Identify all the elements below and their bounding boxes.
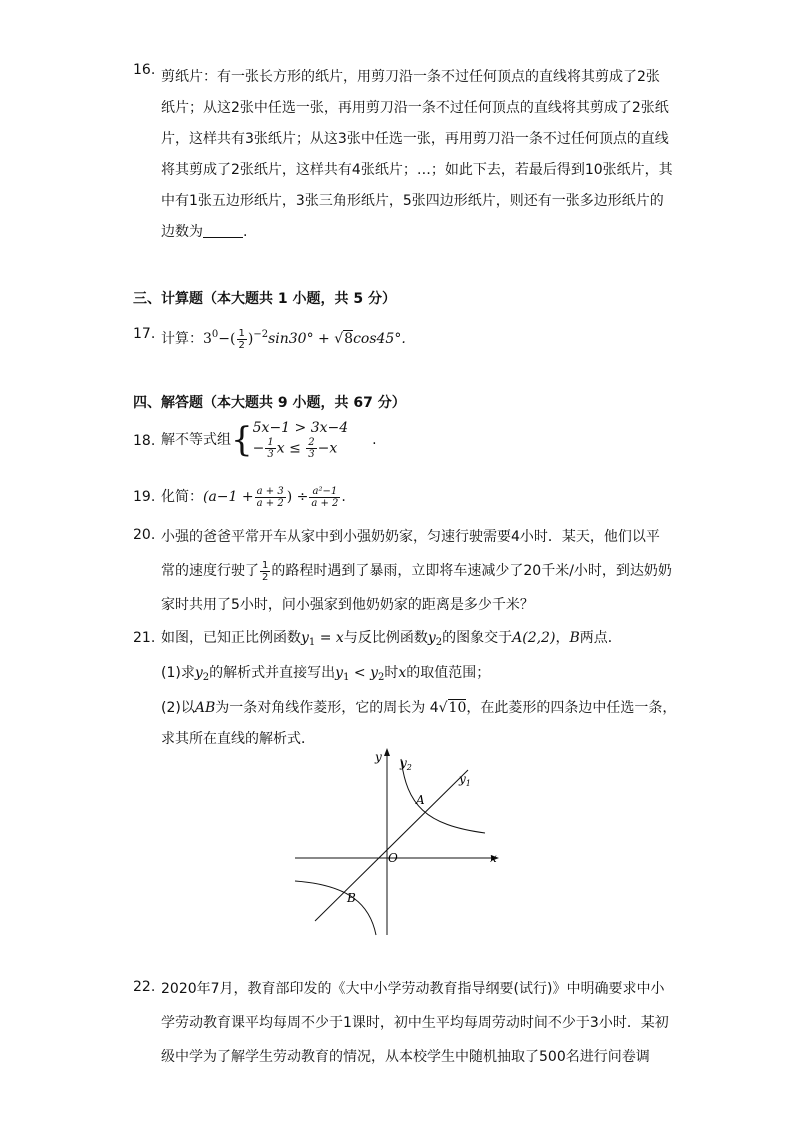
y2-label-subscript: 2 <box>406 763 412 772</box>
y-axis <box>384 748 390 935</box>
fraction <box>265 437 275 460</box>
question-text: 家时共用了5小时，问小强家到他奶奶家的距离是多少千米？ <box>161 597 534 613</box>
fraction <box>306 437 316 460</box>
line-y1 <box>315 770 468 921</box>
text-part: ，在此菱形的四条边中任选一条， <box>466 700 677 716</box>
numerator: 2 <box>308 437 315 448</box>
section-heading-4: 四、解答题（本大题共 9 小题，共 67 分） <box>133 395 406 411</box>
math-var: = x <box>315 630 344 646</box>
math-var: < y <box>349 665 378 681</box>
point-b-label: B <box>347 891 356 905</box>
question-text <box>161 217 673 248</box>
text-part: 与反比例函数 <box>343 630 428 646</box>
question-16 <box>133 62 673 248</box>
question-prefix: 解不等式组 <box>161 432 231 448</box>
period: . <box>243 224 248 240</box>
answer-blank[interactable] <box>203 223 243 238</box>
math-var: x <box>398 665 407 681</box>
question-text <box>161 658 673 693</box>
exponent: −2 <box>253 329 269 340</box>
question-number: 16. <box>133 62 156 78</box>
subscript: 2 <box>202 672 210 683</box>
denominator: 2 <box>262 571 269 583</box>
fraction <box>255 486 286 509</box>
question-number: 21. <box>133 630 156 646</box>
function-graph <box>290 745 505 940</box>
expr-part: −x <box>317 440 338 457</box>
question-number: 20. <box>133 527 156 543</box>
text-part: 的解析式并直接写出 <box>209 665 336 681</box>
question-20 <box>133 520 673 622</box>
denominator: 2 <box>238 339 245 351</box>
fraction <box>237 328 247 351</box>
math-var: y <box>194 665 203 681</box>
question-19 <box>133 482 673 513</box>
question-prefix: 计算： <box>161 331 203 347</box>
point-a-label: A <box>416 793 425 807</box>
inequality-2 <box>253 437 349 460</box>
text-part: (1)求 <box>161 665 195 681</box>
text-part: (2)以 <box>161 700 195 716</box>
denominator: 3 <box>308 449 315 460</box>
radicand: 10 <box>448 700 467 716</box>
exponent: 0 <box>211 329 219 340</box>
expr-part: −( <box>218 331 236 347</box>
question-21 <box>133 623 677 755</box>
denominator: a + 2 <box>311 497 339 509</box>
question-18 <box>133 420 673 460</box>
subscript: 1 <box>343 672 350 683</box>
hyperbola-branch-lower <box>295 881 376 935</box>
text-part: ， <box>555 630 570 646</box>
question-text: 将其剪成了2张纸片，这样共有4张纸片；…；如此下去，若最后得到10张纸片，其 <box>161 162 673 178</box>
question-text: 纸片；从这2张中任选一张，再用剪刀沿一条不过任何顶点的直线将其剪成了2张纸 <box>161 100 669 116</box>
expr-part: 3 <box>203 331 212 347</box>
question-22 <box>133 972 673 1074</box>
math-var: y <box>427 630 436 646</box>
inequality-1: 5x−1 > 3x−4 <box>252 420 349 436</box>
question-expression <box>161 319 673 355</box>
math-var: AB <box>194 700 216 716</box>
numerator: 1 <box>238 327 245 339</box>
question-text-tail: 边数为 <box>161 224 203 240</box>
subscript: 2 <box>435 637 443 648</box>
text-part: 的路程时遇到了暴雨，立即将车速减少了20千米/小时，到达奶奶 <box>271 563 672 579</box>
sqrt-sign: √ <box>438 700 448 716</box>
question-text: 学劳动教育课平均每周不少于1课时，初中生平均每周劳动时间不少于3小时．某初 <box>161 1015 669 1031</box>
x-axis-label: x <box>490 851 497 865</box>
numerator: 1 <box>262 559 269 571</box>
denominator: a + 2 <box>256 497 284 509</box>
denominator: 3 <box>267 449 274 460</box>
hyperbola-branch-upper <box>401 759 485 833</box>
text-part: 两点． <box>579 630 622 646</box>
text-part: 为一条对角线作菱形，它的周长为 4 <box>215 700 439 716</box>
y1-label-base: y <box>459 772 466 786</box>
period: . <box>372 432 377 448</box>
expr-part: (a−1 + <box>203 489 254 505</box>
question-prefix: 化简： <box>161 489 203 505</box>
question-expression <box>161 482 673 513</box>
math-var: y <box>301 630 309 646</box>
period: . <box>341 489 346 505</box>
subscript: 2 <box>377 672 385 683</box>
expr-part: sin30° + <box>268 331 335 347</box>
expr-part: x ≤ <box>276 440 306 457</box>
question-number: 17. <box>133 326 156 342</box>
question-text: 片，这样共有3张纸片；从这3张中任选一张，再用剪刀沿一条不过任何顶点的直线 <box>161 131 669 147</box>
question-text: 求其所在直线的解析式． <box>161 731 315 747</box>
numerator: 1 <box>267 437 274 448</box>
y2-label-base: y <box>400 756 407 770</box>
origin-label: O <box>388 851 398 865</box>
question-text: 2020年7月，教育部印发的《大中小学劳动教育指导纲要(试行)》中明确要求中小 <box>161 981 665 997</box>
question-text <box>161 554 673 588</box>
text-part: 时 <box>384 665 399 681</box>
question-text: 级中学为了解学生劳动教育的情况，从本校学生中随机抽取了500名进行问卷调 <box>161 1049 650 1065</box>
text-part: 的图象交于 <box>442 630 513 646</box>
numerator: a²−1 <box>309 486 340 498</box>
question-expression <box>161 420 673 460</box>
question-number: 19. <box>133 489 156 505</box>
question-text: 小强的爸爸平常开车从家中到小强奶奶家，匀速行驶需要4小时．某天，他们以平 <box>161 529 660 545</box>
system-brace: { <box>231 420 253 460</box>
radicand: 8 <box>344 331 354 347</box>
math-var: y <box>335 665 344 681</box>
y1-label <box>458 772 471 788</box>
question-number: 22. <box>133 979 156 995</box>
question-text: 剪纸片：有一张长方形的纸片，用剪刀沿一条不过任何顶点的直线将其剪成了2张 <box>161 69 660 85</box>
question-text: 中有1张五边形纸片，3张三角形纸片，5张四边形纸片，则还有一张多边形纸片的 <box>161 193 664 209</box>
subscript: 1 <box>308 637 316 648</box>
expr-part: − <box>252 440 265 457</box>
question-number: 18. <box>133 433 156 449</box>
math-var: A(2,2) <box>512 630 556 646</box>
fraction <box>309 486 340 509</box>
sqrt-sign: √ <box>334 331 344 347</box>
y1-label-subscript: 1 <box>465 779 471 788</box>
question-17 <box>133 319 673 355</box>
fraction <box>260 560 270 583</box>
inequality-system <box>253 420 349 460</box>
math-var: B <box>569 630 580 646</box>
question-text <box>161 693 677 724</box>
question-text <box>161 623 673 658</box>
text-part: 如图，已知正比例函数 <box>161 630 301 646</box>
numerator: a + 3 <box>256 485 284 497</box>
text-part: 的取值范围； <box>406 665 491 681</box>
expr-part: ) <box>247 331 254 347</box>
expr-part: ) ÷ <box>286 489 309 505</box>
section-heading-3: 三、计算题（本大题共 1 小题，共 5 分） <box>133 291 396 307</box>
y2-label <box>399 756 412 772</box>
expr-part: cos45°. <box>353 331 406 347</box>
y-axis-label: y <box>375 750 382 764</box>
text-part: 常的速度行驶了 <box>161 563 259 579</box>
